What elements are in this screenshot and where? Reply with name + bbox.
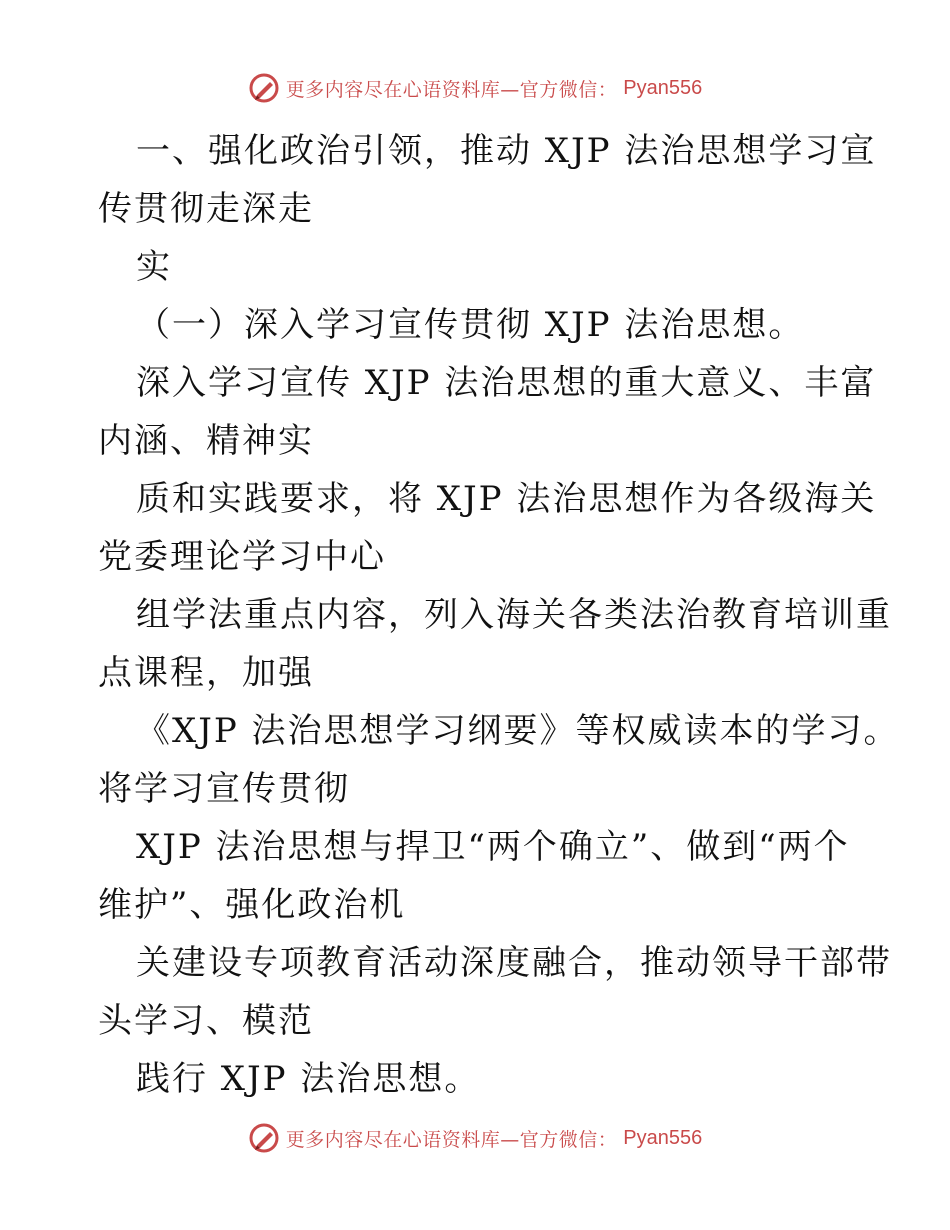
document-body — [98, 122, 900, 1108]
text-line: 内涵、精神实 — [98, 421, 314, 461]
text-line: （一）深入学习宣传贯彻 XJP 法治思想。 — [136, 305, 805, 345]
text-line: 将学习宣传贯彻 — [98, 769, 350, 809]
header-watermark-id: Pyan556 — [623, 76, 703, 99]
text-line: 一、强化政治引领，推动 XJP 法治思想学习宣 — [136, 131, 877, 171]
pen-logo-icon — [248, 72, 280, 104]
text-line: 点课程，加强 — [98, 653, 314, 693]
text-line: 组学法重点内容，列入海关各类法治教育培训重 — [136, 595, 892, 635]
text-line: 质和实践要求，将 XJP 法治思想作为各级海关 — [136, 479, 877, 519]
text-line: XJP 法治思想与捍卫“两个确立”、做到“两个 — [136, 827, 850, 867]
text-line: 关建设专项教育活动深度融合，推动领导干部带 — [136, 943, 892, 983]
text-line: 《XJP 法治思想学习纲要》等权威读本的学习。 — [136, 711, 900, 751]
footer-watermark-id: Pyan556 — [623, 1126, 703, 1149]
text-line: 头学习、模范 — [98, 1001, 314, 1041]
header-watermark — [0, 72, 950, 104]
footer-watermark-text: 更多内容尽在心语资料库—官方微信： — [285, 1128, 618, 1151]
text-line: 党委理论学习中心 — [98, 537, 386, 577]
header-watermark-text: 更多内容尽在心语资料库—官方微信： — [285, 78, 618, 101]
footer-watermark — [0, 1122, 950, 1154]
text-line: 深入学习宣传 XJP 法治思想的重大意义、丰富 — [136, 363, 877, 403]
pen-logo-icon — [248, 1122, 280, 1154]
text-line: 践行 XJP 法治思想。 — [136, 1059, 481, 1099]
text-line: 传贯彻走深走 — [98, 189, 314, 229]
text-line: 实 — [136, 247, 172, 287]
text-line: 维护”、强化政治机 — [98, 885, 406, 925]
